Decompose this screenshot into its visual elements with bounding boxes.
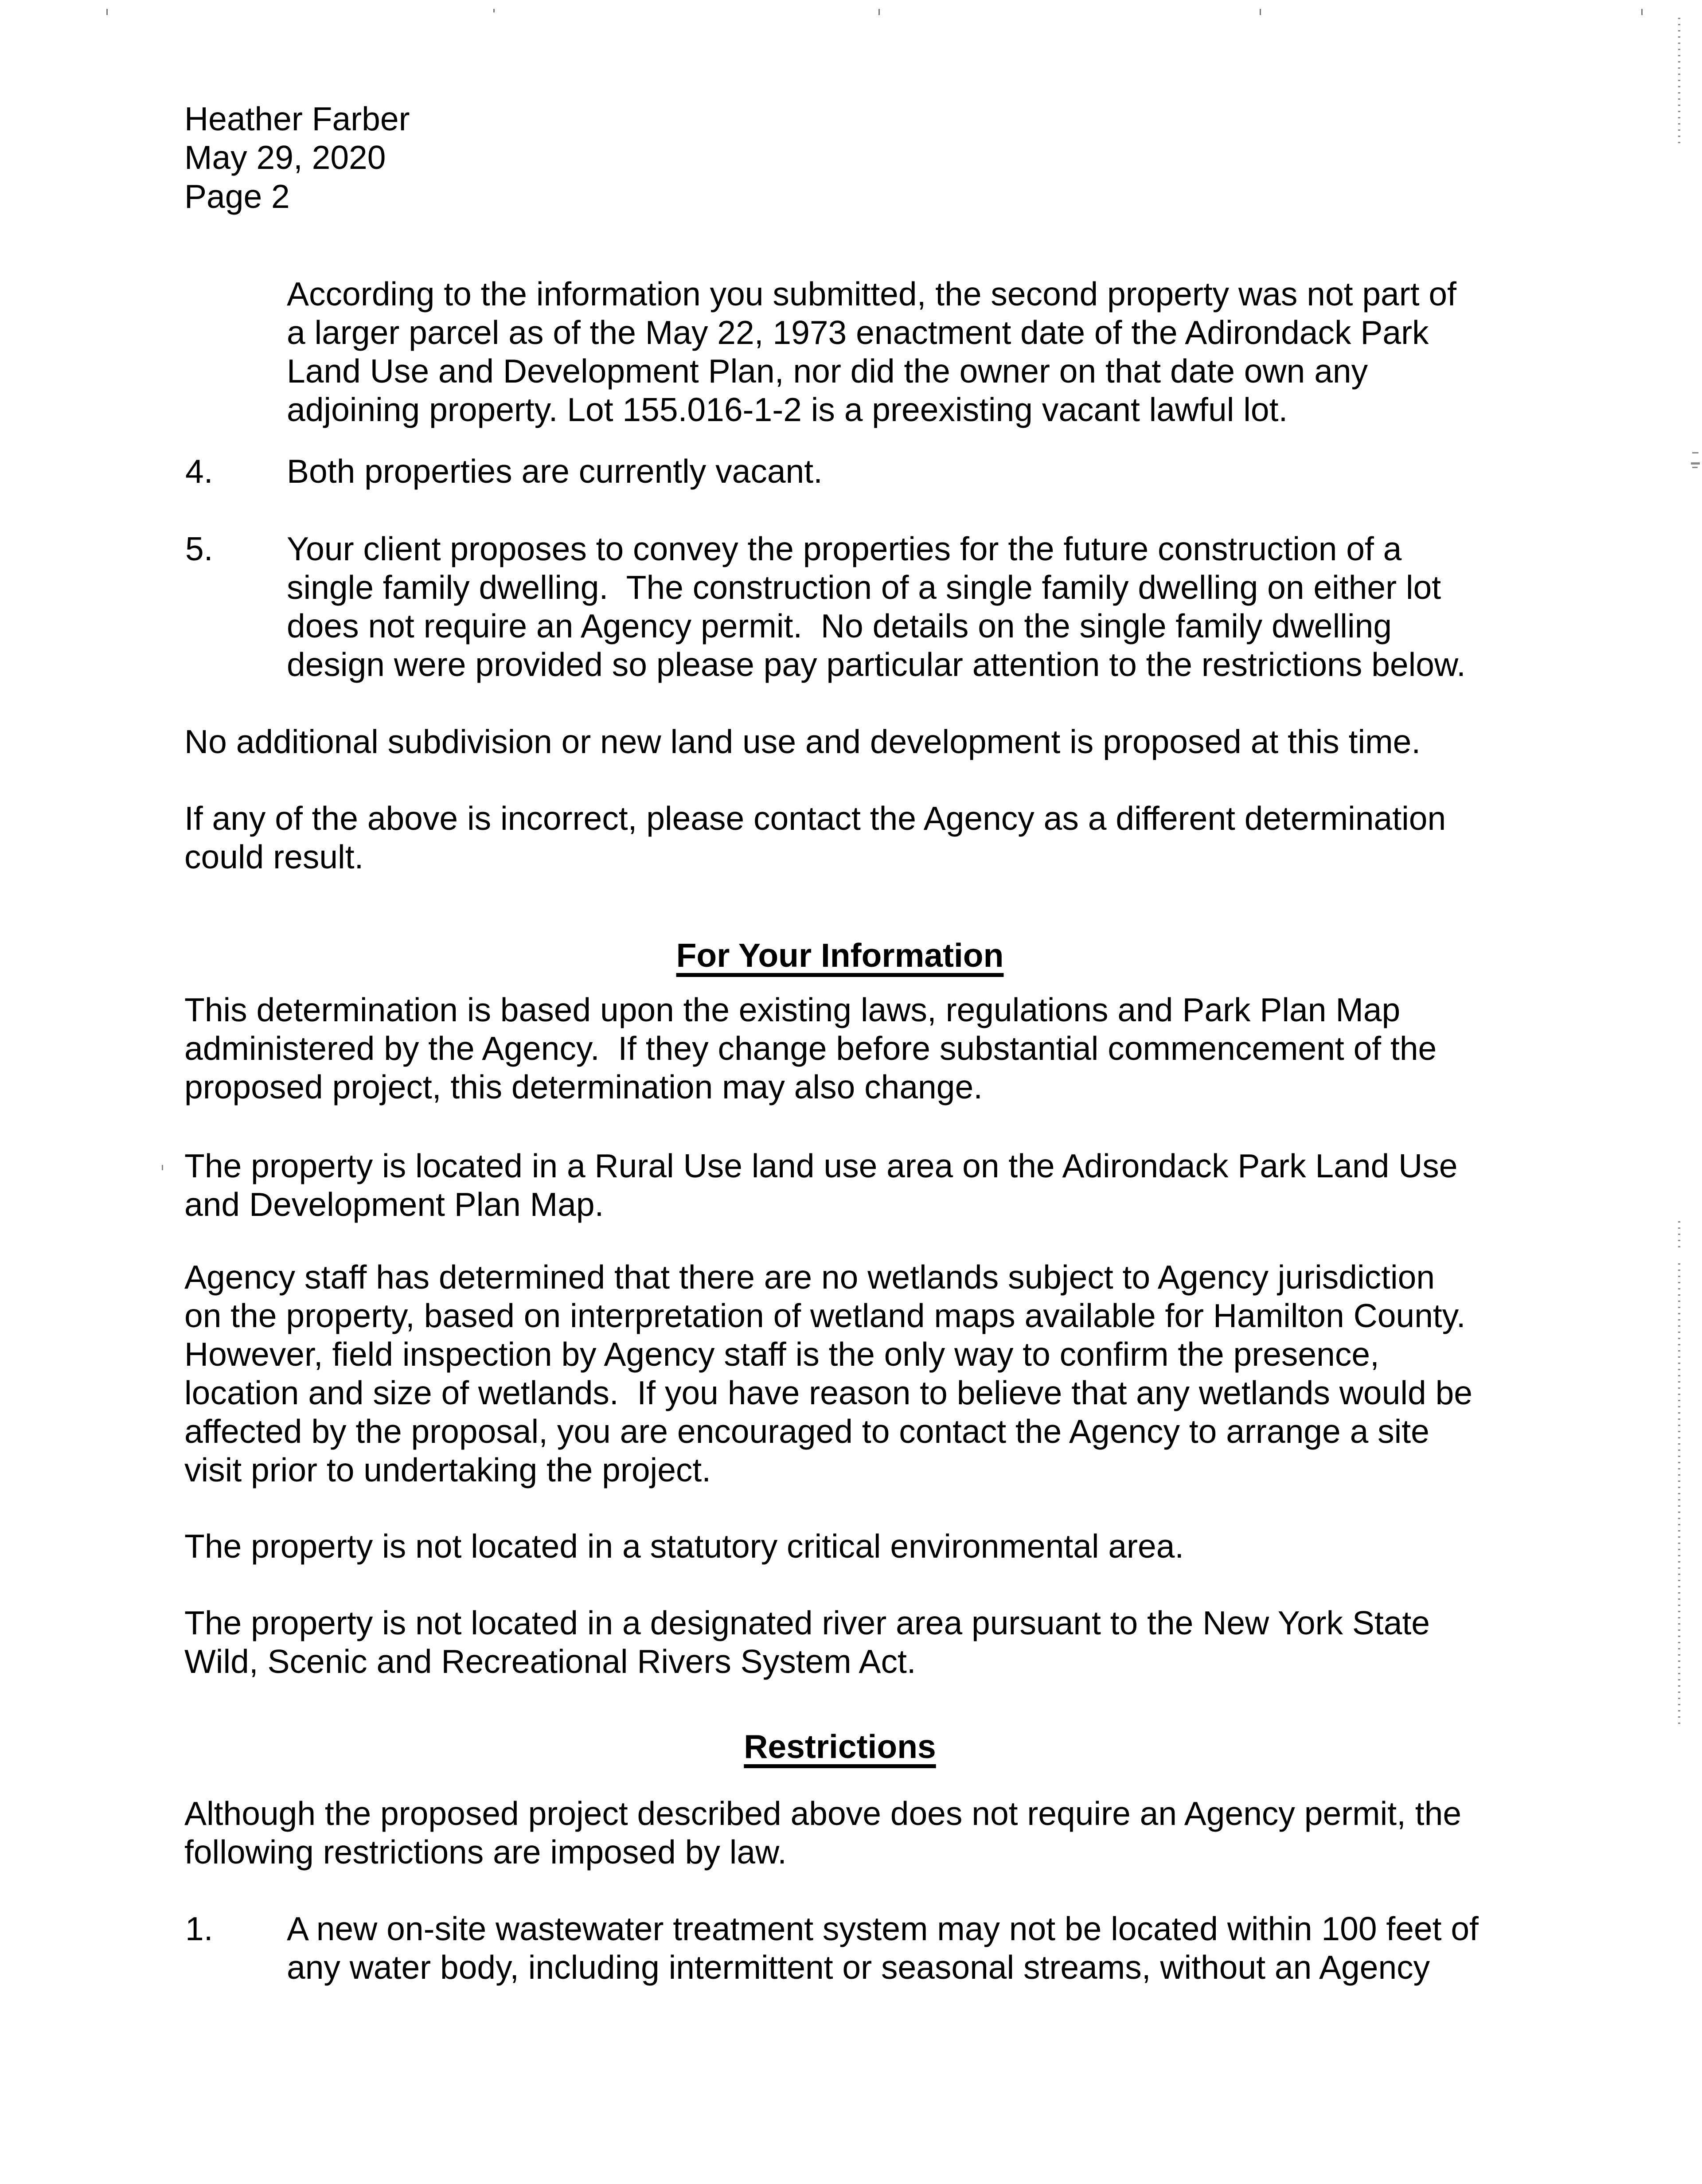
scan-speck bbox=[1692, 452, 1698, 453]
list-item-text: any water body, including intermittent or seasonal streams, without an Agency bbox=[287, 1949, 1430, 1986]
paragraph-line: following restrictions are imposed by law. bbox=[184, 1833, 787, 1871]
paragraph-line: could result. bbox=[184, 838, 364, 875]
paragraph-line: The property is located in a Rural Use land use area on the Adirondack Park Land Use bbox=[184, 1147, 1458, 1184]
scan-speck bbox=[1691, 462, 1700, 465]
scan-speck bbox=[1692, 467, 1698, 468]
paragraph-line: administered by the Agency. If they change before substantial commencement of the bbox=[184, 1030, 1437, 1067]
paragraph-line: affected by the proposal, you are encouraged to contact the Agency to arrange a site bbox=[184, 1413, 1429, 1450]
paragraph-line: However, field inspection by Agency staff is the only way to confirm the presence, bbox=[184, 1336, 1379, 1373]
page-number: Page 2 bbox=[184, 178, 290, 215]
list-item-text: A new on-site wastewater treatment system may not be located within 100 feet of bbox=[287, 1910, 1479, 1947]
paragraph-line: on the property, based on interpretation of wetland maps available for Hamilton County. bbox=[184, 1297, 1466, 1334]
paragraph-line: Agency staff has determined that there are no wetlands subject to Agency jurisdiction bbox=[184, 1258, 1435, 1296]
letter-date: May 29, 2020 bbox=[184, 139, 386, 176]
scan-speck bbox=[162, 1165, 163, 1170]
heading-text: For Your Information bbox=[676, 937, 1004, 974]
list-item-text: single family dwelling. The construction of a single family dwelling on either lot bbox=[287, 569, 1441, 606]
paragraph-line: a larger parcel as of the May 22, 1973 enactment date of the Adirondack Park bbox=[287, 314, 1429, 351]
list-item-text: does not require an Agency permit. No details on the single family dwelling bbox=[287, 607, 1392, 645]
paragraph-line: and Development Plan Map. bbox=[184, 1186, 604, 1223]
scan-tick-mark bbox=[878, 9, 880, 15]
list-item-text: Both properties are currently vacant. bbox=[287, 453, 823, 490]
paragraph-line: Land Use and Development Plan, nor did the owner on that date own any bbox=[287, 352, 1368, 390]
scan-specks bbox=[1678, 18, 1680, 146]
heading-text: Restrictions bbox=[744, 1728, 936, 1765]
list-item-number: 1. bbox=[185, 1910, 213, 1947]
paragraph-line: If any of the above is incorrect, please contact the Agency as a different determination bbox=[184, 800, 1446, 837]
scan-tick-mark bbox=[106, 9, 108, 15]
paragraph-line: adjoining property. Lot 155.016-1-2 is a preexisting vacant lawful lot. bbox=[287, 391, 1288, 428]
paragraph-line: proposed project, this determination may also change. bbox=[184, 1068, 983, 1106]
paragraph-line: According to the information you submitted, the second property was not part of bbox=[287, 275, 1456, 313]
recipient-name: Heather Farber bbox=[184, 100, 410, 137]
paragraph-line: visit prior to undertaking the project. bbox=[184, 1451, 711, 1489]
paragraph-line: Wild, Scenic and Recreational Rivers System Act. bbox=[184, 1643, 916, 1680]
scan-tick-mark bbox=[493, 9, 495, 12]
scan-specks bbox=[1678, 1221, 1680, 1252]
paragraph-line: The property is not located in a statutory critical environmental area. bbox=[184, 1528, 1184, 1565]
section-heading-for-your-information bbox=[0, 936, 1680, 975]
paragraph-line: Although the proposed project described above does not require an Agency permit, the bbox=[184, 1795, 1462, 1832]
list-item-text: Your client proposes to convey the properties for the future construction of a bbox=[287, 530, 1402, 567]
scan-tick-mark bbox=[1260, 9, 1261, 15]
paragraph-line: The property is not located in a designated river area pursuant to the New York State bbox=[184, 1604, 1430, 1641]
paragraph-line: This determination is based upon the existing laws, regulations and Park Plan Map bbox=[184, 991, 1401, 1028]
paragraph-line: No additional subdivision or new land use and development is proposed at this time. bbox=[184, 723, 1421, 760]
section-heading-restrictions bbox=[0, 1727, 1680, 1766]
scan-specks bbox=[1678, 1263, 1680, 1729]
list-item-text: design were provided so please pay particular attention to the restrictions below. bbox=[287, 646, 1466, 683]
paragraph-line: location and size of wetlands. If you have reason to believe that any wetlands would be bbox=[184, 1374, 1472, 1411]
list-item-number: 5. bbox=[185, 530, 213, 567]
scan-tick-mark bbox=[1641, 9, 1643, 15]
list-item-number: 4. bbox=[185, 453, 213, 490]
